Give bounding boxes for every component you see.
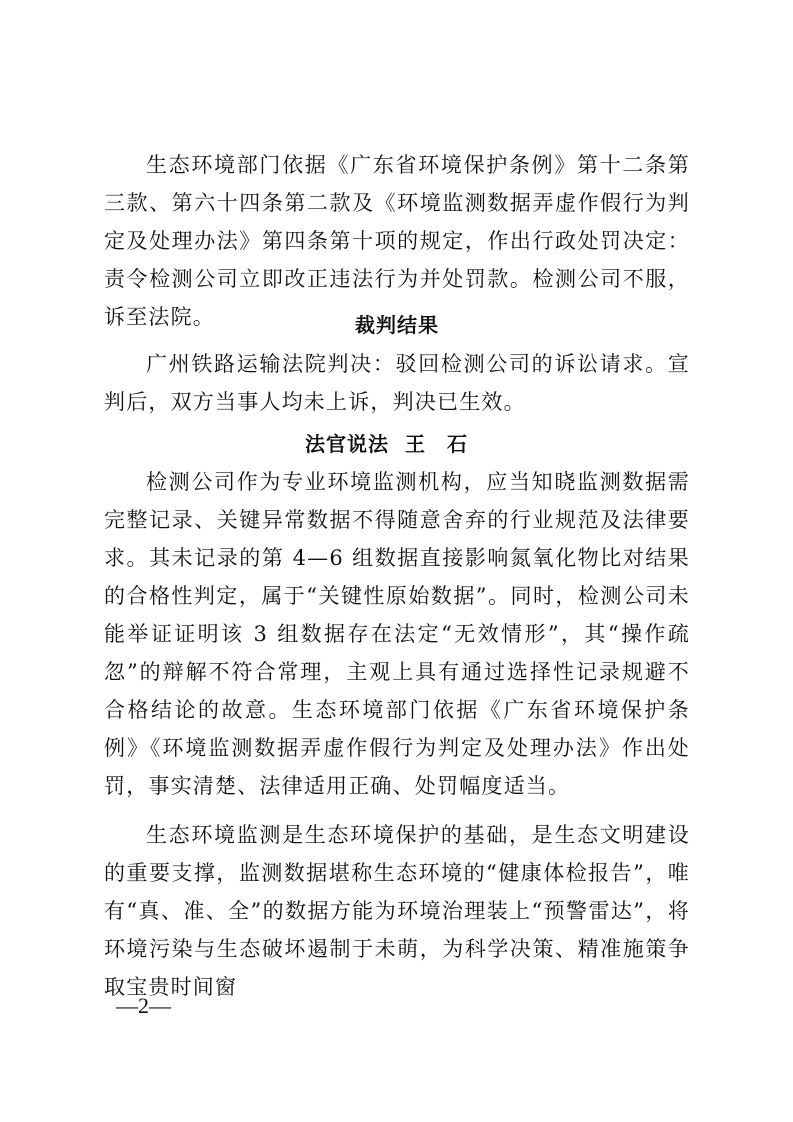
body-paragraph-ruling: 广州铁路运输法院判决：驳回检测公司的诉讼请求。宣判后，双方当事人均未上诉，判决已生效。 xyxy=(104,352,690,414)
judge-commentary-title: 法官说法 xyxy=(305,432,390,456)
page-number: —2— xyxy=(116,993,171,1018)
author-name: 王石 xyxy=(404,432,489,456)
body-paragraph-judge-analysis: 检测公司作为专业环境监测机构，应当知晓监测数据需完整记录、关键异常数据不得随意舍弃的行业规范及法律要求。其未记录的第 4—6 组数据直接影响氮氧化物比对结果的合格性判定，属于“关键性原始数据”。同时，检测公司未能举证证明该 3 组数据存在法定“无效情形”，其“操作疏忽”的辩解不符合常理，主观上具有通过选择性记录规避不合格结论的故意。生态环境部门依据《广东省环境保护条例》《环境监测数据弄虚作假行为判定及处理办法》作出处罚，事实清楚、法律适用正确、处罚幅度适当。 xyxy=(104,470,690,798)
section-heading-ruling: 裁判结果 xyxy=(355,313,439,337)
section-heading-judge-commentary xyxy=(104,425,690,463)
body-paragraph-monitoring-importance: 生态环境监测是生态环境保护的基础，是生态文明建设的重要支撑，监测数据堪称生态环境的“健康体检报告”，唯有“真、准、全”的数据方能为环境治理装上“预警雷达”，将环境污染与生态破坏遏制于未萌，为科学决策、精准施策争取宝贵时间窗 xyxy=(104,823,690,999)
body-paragraph-penalty-decision: 生态环境部门依据《广东省环境保护条例》第十二条第三款、第六十四条第二款及《环境监测数据弄虚作假行为判定及处理办法》第四条第十项的规定，作出行政处罚决定：责令检测公司立即改正违法行为并处罚款。检测公司不服，诉至法院。 xyxy=(104,153,690,329)
